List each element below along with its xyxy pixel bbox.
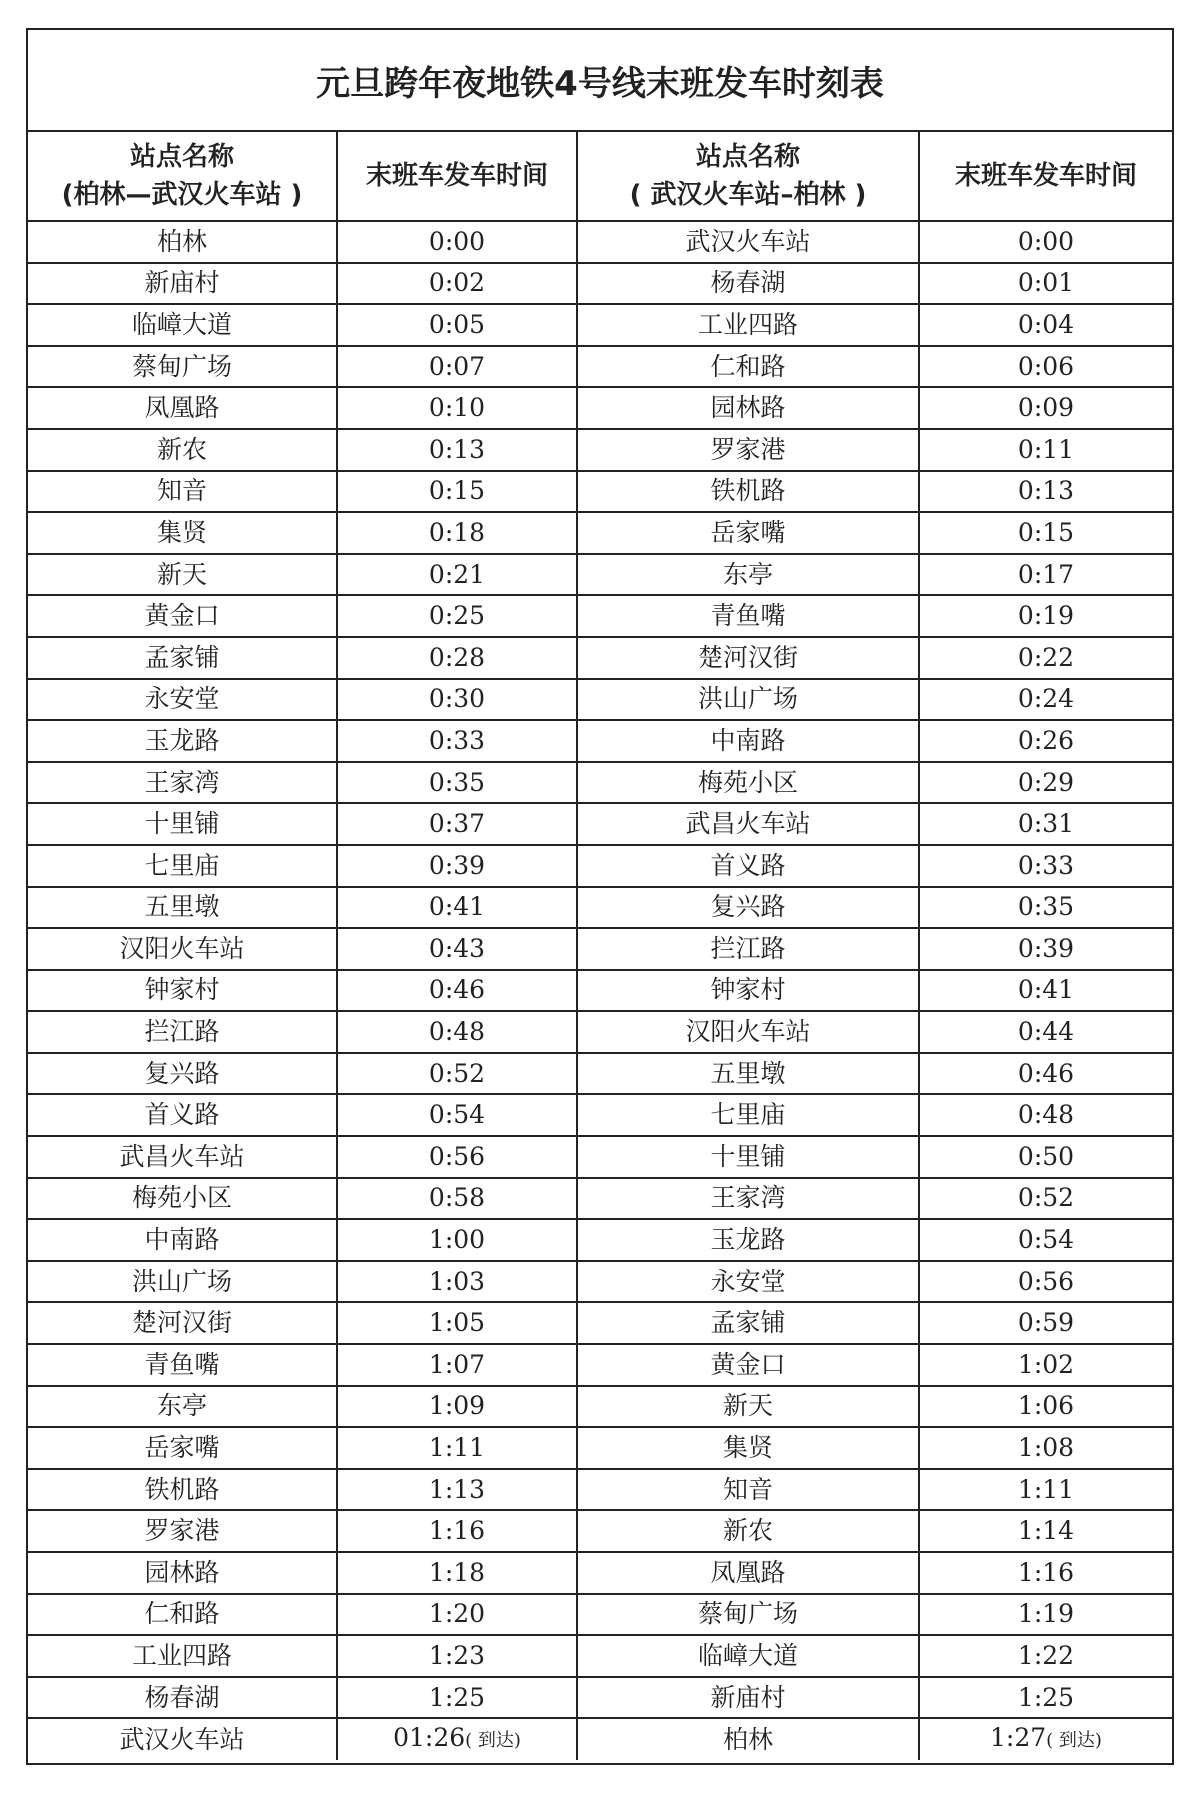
table-row: [28, 387, 1172, 429]
time-cell-dir1: 1:00: [337, 1219, 577, 1261]
station-cell-dir1: 岳家嘴: [28, 1427, 337, 1469]
station-cell-dir2: 新农: [577, 1510, 919, 1552]
time-cell-dir1: 0:00: [337, 221, 577, 263]
table-row: [28, 679, 1172, 721]
station-cell-dir1: 汉阳火车站: [28, 928, 337, 970]
table-row: [28, 1594, 1172, 1636]
time-cell-dir2: 0:31: [919, 803, 1172, 845]
station-cell-dir2: 洪山广场: [577, 679, 919, 721]
station-cell-dir1: 临嶂大道: [28, 304, 337, 346]
table-row: [28, 512, 1172, 554]
time-cell-dir2: 0:44: [919, 1011, 1172, 1053]
arrival-time-dir2: 1:27: [990, 1723, 1047, 1753]
station-cell-dir2: 武汉火车站: [577, 221, 919, 263]
station-cell-dir1: 知音: [28, 471, 337, 513]
time-cell-dir1: 1:03: [337, 1261, 577, 1303]
station-cell-dir1: 楚河汉街: [28, 1302, 337, 1344]
station-cell-dir2: 东亭: [577, 554, 919, 596]
table-row: [28, 928, 1172, 970]
station-cell-dir2: 复兴路: [577, 887, 919, 929]
time-cell-dir1: 0:21: [337, 554, 577, 596]
time-cell-dir1: 0:28: [337, 637, 577, 679]
time-cell-dir2: 1:14: [919, 1510, 1172, 1552]
time-cell-dir1: 0:54: [337, 1094, 577, 1136]
table-row: [28, 304, 1172, 346]
station-cell-dir1: 王家湾: [28, 762, 337, 804]
time-cell-dir2: [919, 1718, 1172, 1760]
table-row: [28, 1635, 1172, 1677]
time-cell-dir2: 0:01: [919, 263, 1172, 305]
station-cell-dir1: 玉龙路: [28, 720, 337, 762]
station-cell-dir2: 临嶂大道: [577, 1635, 919, 1677]
table-row: [28, 970, 1172, 1012]
table-row: [28, 1219, 1172, 1261]
time-cell-dir2: 0:26: [919, 720, 1172, 762]
station-cell-dir2: 钟家村: [577, 970, 919, 1012]
table-row: [28, 1427, 1172, 1469]
table-row: [28, 595, 1172, 637]
table-row: [28, 1261, 1172, 1303]
station-cell-dir1: 黄金口: [28, 595, 337, 637]
table-row: [28, 887, 1172, 929]
time-cell-dir2: 0:59: [919, 1302, 1172, 1344]
time-cell-dir1: 0:46: [337, 970, 577, 1012]
time-cell-dir2: 1:19: [919, 1594, 1172, 1636]
time-cell-dir2: 0:11: [919, 429, 1172, 471]
time-cell-dir1: 0:48: [337, 1011, 577, 1053]
time-cell-dir1: 1:13: [337, 1469, 577, 1511]
station-cell-dir1: 首义路: [28, 1094, 337, 1136]
table-row: [28, 221, 1172, 263]
table-row: [28, 637, 1172, 679]
station-cell-dir1: 梅苑小区: [28, 1178, 337, 1220]
station-cell-dir1: 五里墩: [28, 887, 337, 929]
arrival-note-dir2: ( 到达): [1046, 1730, 1102, 1752]
station-cell-dir1: 新天: [28, 554, 337, 596]
station-cell-dir1: 复兴路: [28, 1053, 337, 1095]
time-cell-dir2: 0:04: [919, 304, 1172, 346]
time-cell-dir2: 0:39: [919, 928, 1172, 970]
station-cell-dir2: 玉龙路: [577, 1219, 919, 1261]
station-cell-dir1: 中南路: [28, 1219, 337, 1261]
table-row: [28, 1011, 1172, 1053]
station-cell-dir1: 七里庙: [28, 845, 337, 887]
header-station-dir2: [577, 132, 919, 221]
time-cell-dir2: 1:11: [919, 1469, 1172, 1511]
station-cell-dir1: 十里铺: [28, 803, 337, 845]
time-cell-dir1: 0:02: [337, 263, 577, 305]
station-cell-dir1: 东亭: [28, 1386, 337, 1428]
time-cell-dir2: 1:06: [919, 1386, 1172, 1428]
table-row: [28, 720, 1172, 762]
time-cell-dir2: 0:41: [919, 970, 1172, 1012]
time-cell-dir2: 0:50: [919, 1136, 1172, 1178]
table-row: [28, 1386, 1172, 1428]
station-cell-dir1: 柏林: [28, 221, 337, 263]
time-cell-dir1: 0:25: [337, 595, 577, 637]
time-cell-dir1: 0:52: [337, 1053, 577, 1095]
header-station-dir1: [28, 132, 337, 221]
station-cell-dir2: 汉阳火车站: [577, 1011, 919, 1053]
station-cell-dir2: 孟家铺: [577, 1302, 919, 1344]
station-cell-dir2: 首义路: [577, 845, 919, 887]
arrival-note-dir1: ( 到达): [465, 1730, 521, 1752]
station-cell-dir2: 岳家嘴: [577, 512, 919, 554]
time-cell-dir1: 1:11: [337, 1427, 577, 1469]
time-cell-dir1: 0:10: [337, 387, 577, 429]
station-cell-dir1: 永安堂: [28, 679, 337, 721]
time-cell-dir1: 0:18: [337, 512, 577, 554]
time-cell-dir1: 1:18: [337, 1552, 577, 1594]
time-cell-dir1: 1:07: [337, 1344, 577, 1386]
station-cell-dir1: 武汉火车站: [28, 1718, 337, 1760]
station-cell-dir2: 罗家港: [577, 429, 919, 471]
time-cell-dir2: 1:16: [919, 1552, 1172, 1594]
station-cell-dir1: 集贤: [28, 512, 337, 554]
time-cell-dir2: 0:52: [919, 1178, 1172, 1220]
time-cell-dir1: 0:13: [337, 429, 577, 471]
station-cell-dir1: 武昌火车站: [28, 1136, 337, 1178]
station-cell-dir1: 洪山广场: [28, 1261, 337, 1303]
time-cell-dir2: 0:17: [919, 554, 1172, 596]
station-cell-dir2: 新庙村: [577, 1677, 919, 1719]
header-station-dir2-line1: 站点名称: [695, 142, 800, 172]
time-cell-dir1: 0:15: [337, 471, 577, 513]
time-cell-dir1: 0:30: [337, 679, 577, 721]
station-cell-dir2: 园林路: [577, 387, 919, 429]
header-time-dir1: 末班车发车时间: [337, 132, 577, 221]
station-cell-dir2: 柏林: [577, 1718, 919, 1760]
table-row-last: [28, 1718, 1172, 1760]
table-row: [28, 1094, 1172, 1136]
table-row: [28, 346, 1172, 388]
station-cell-dir1: 蔡甸广场: [28, 346, 337, 388]
page-title: 元旦跨年夜地铁4号线末班发车时刻表: [28, 30, 1172, 132]
table-row: [28, 471, 1172, 513]
station-cell-dir2: 凤凰路: [577, 1552, 919, 1594]
header-station-dir2-line2: ( 武汉火车站–柏林 ): [629, 180, 867, 210]
time-cell-dir1: 0:43: [337, 928, 577, 970]
table-row: [28, 263, 1172, 305]
station-cell-dir1: 新农: [28, 429, 337, 471]
station-cell-dir1: 杨春湖: [28, 1677, 337, 1719]
station-cell-dir1: 孟家铺: [28, 637, 337, 679]
time-cell-dir2: 0:24: [919, 679, 1172, 721]
table-row: [28, 1344, 1172, 1386]
time-cell-dir2: 0:54: [919, 1219, 1172, 1261]
station-cell-dir1: 铁机路: [28, 1469, 337, 1511]
station-cell-dir2: 永安堂: [577, 1261, 919, 1303]
station-cell-dir2: 楚河汉街: [577, 637, 919, 679]
table-row: [28, 1469, 1172, 1511]
time-cell-dir1: 0:33: [337, 720, 577, 762]
timetable: [28, 132, 1172, 1760]
time-cell-dir1: 0:56: [337, 1136, 577, 1178]
table-row: [28, 803, 1172, 845]
table-row: [28, 845, 1172, 887]
station-cell-dir2: 蔡甸广场: [577, 1594, 919, 1636]
station-cell-dir1: 凤凰路: [28, 387, 337, 429]
time-cell-dir2: 0:19: [919, 595, 1172, 637]
station-cell-dir1: 拦江路: [28, 1011, 337, 1053]
time-cell-dir1: 0:05: [337, 304, 577, 346]
time-cell-dir2: 0:06: [919, 346, 1172, 388]
station-cell-dir2: 梅苑小区: [577, 762, 919, 804]
time-cell-dir2: 1:22: [919, 1635, 1172, 1677]
table-row: [28, 1510, 1172, 1552]
table-row: [28, 1178, 1172, 1220]
time-cell-dir1: 0:35: [337, 762, 577, 804]
time-cell-dir1: 1:05: [337, 1302, 577, 1344]
table-row: [28, 1136, 1172, 1178]
station-cell-dir2: 工业四路: [577, 304, 919, 346]
time-cell-dir2: 0:56: [919, 1261, 1172, 1303]
station-cell-dir2: 中南路: [577, 720, 919, 762]
table-row: [28, 554, 1172, 596]
time-cell-dir2: 0:15: [919, 512, 1172, 554]
station-cell-dir1: 新庙村: [28, 263, 337, 305]
time-cell-dir1: 1:16: [337, 1510, 577, 1552]
time-cell-dir1: 0:37: [337, 803, 577, 845]
station-cell-dir1: 罗家港: [28, 1510, 337, 1552]
time-cell-dir2: 0:29: [919, 762, 1172, 804]
station-cell-dir1: 园林路: [28, 1552, 337, 1594]
station-cell-dir2: 知音: [577, 1469, 919, 1511]
station-cell-dir2: 集贤: [577, 1427, 919, 1469]
station-cell-dir2: 七里庙: [577, 1094, 919, 1136]
station-cell-dir2: 仁和路: [577, 346, 919, 388]
time-cell-dir2: 0:22: [919, 637, 1172, 679]
time-cell-dir1: 0:41: [337, 887, 577, 929]
time-cell-dir1: 0:07: [337, 346, 577, 388]
table-row: [28, 1552, 1172, 1594]
time-cell-dir1: 0:58: [337, 1178, 577, 1220]
station-cell-dir1: 工业四路: [28, 1635, 337, 1677]
table-row: [28, 762, 1172, 804]
station-cell-dir2: 王家湾: [577, 1178, 919, 1220]
station-cell-dir2: 杨春湖: [577, 263, 919, 305]
time-cell-dir2: 0:33: [919, 845, 1172, 887]
time-cell-dir2: 0:48: [919, 1094, 1172, 1136]
station-cell-dir2: 拦江路: [577, 928, 919, 970]
station-cell-dir2: 铁机路: [577, 471, 919, 513]
station-cell-dir1: 青鱼嘴: [28, 1344, 337, 1386]
station-cell-dir2: 武昌火车站: [577, 803, 919, 845]
arrival-time-dir1: 01:26: [393, 1723, 466, 1753]
header-time-dir2: 末班车发车时间: [919, 132, 1172, 221]
time-cell-dir2: 0:13: [919, 471, 1172, 513]
time-cell-dir2: 0:46: [919, 1053, 1172, 1095]
timetable-frame: [26, 28, 1174, 1765]
header-station-dir1-line1: 站点名称: [129, 142, 234, 172]
station-cell-dir2: 十里铺: [577, 1136, 919, 1178]
station-cell-dir1: 钟家村: [28, 970, 337, 1012]
time-cell-dir1: 0:39: [337, 845, 577, 887]
time-cell-dir2: 0:35: [919, 887, 1172, 929]
time-cell-dir2: 1:02: [919, 1344, 1172, 1386]
station-cell-dir2: 青鱼嘴: [577, 595, 919, 637]
table-row: [28, 1677, 1172, 1719]
table-row: [28, 429, 1172, 471]
station-cell-dir1: 仁和路: [28, 1594, 337, 1636]
time-cell-dir1: [337, 1718, 577, 1760]
table-row: [28, 1302, 1172, 1344]
table-row: [28, 1053, 1172, 1095]
time-cell-dir1: 1:23: [337, 1635, 577, 1677]
time-cell-dir1: 1:09: [337, 1386, 577, 1428]
time-cell-dir2: 0:09: [919, 387, 1172, 429]
station-cell-dir2: 五里墩: [577, 1053, 919, 1095]
time-cell-dir1: 1:20: [337, 1594, 577, 1636]
station-cell-dir2: 黄金口: [577, 1344, 919, 1386]
header-row: [28, 132, 1172, 221]
time-cell-dir1: 1:25: [337, 1677, 577, 1719]
station-cell-dir2: 新天: [577, 1386, 919, 1428]
time-cell-dir2: 1:25: [919, 1677, 1172, 1719]
time-cell-dir2: 1:08: [919, 1427, 1172, 1469]
header-station-dir1-line2: (柏林—武汉火车站 ): [61, 180, 303, 210]
time-cell-dir2: 0:00: [919, 221, 1172, 263]
